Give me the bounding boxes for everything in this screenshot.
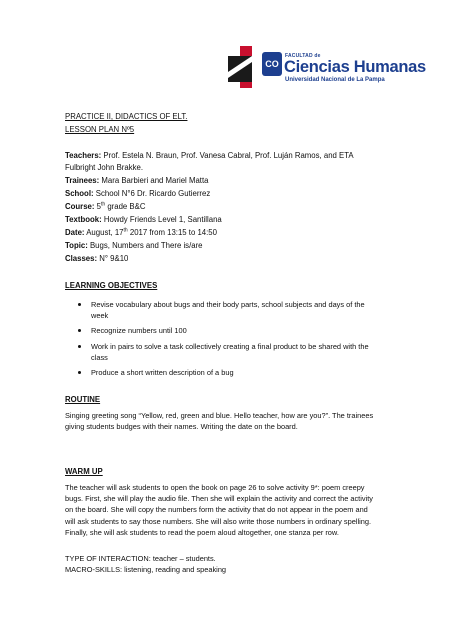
teachers-value: Prof. Estela N. Braun, Prof. Vanesa Cabral, Prof. Luján Ramos, and ETA xyxy=(101,151,354,160)
routine-paragraph xyxy=(65,410,400,432)
document-title: PRACTICE II, DIDACTICS OF ELT. xyxy=(65,112,188,121)
school-line xyxy=(65,188,210,199)
classes-line xyxy=(65,253,128,264)
warm-up-line: bugs. First, she will play the audio file. Then she will explain the activity and correct the activity xyxy=(65,494,373,504)
school-label: School: xyxy=(65,189,94,198)
topic-label: Topic: xyxy=(65,241,88,250)
objective-text: Revise vocabulary about bugs and their body parts, school subjects and days of the xyxy=(91,300,365,309)
interaction-block xyxy=(65,553,400,575)
school-value: School N°6 Dr. Ricardo Gutierrez xyxy=(93,189,211,198)
bullet-icon xyxy=(78,371,81,374)
interaction-type: TYPE OF INTERACTION: teacher – students. xyxy=(65,554,216,563)
course-value-post: grade B&C xyxy=(105,202,146,211)
teachers-label: Teachers: xyxy=(65,151,102,160)
course-label: Course: xyxy=(65,202,95,211)
course-value: 5 xyxy=(94,202,101,211)
warm-up-line: will ask students to say those numbers. She will also write those numbers in ordinary spelling. xyxy=(65,516,372,526)
warm-up-heading: WARM UP xyxy=(65,467,103,476)
teachers-line-2: Fulbright John Brakke. xyxy=(65,163,144,172)
warm-up-line: The teacher will ask students to open the book on page 26 to solve activity 9*: poem creepy xyxy=(65,483,365,492)
classes-label: Classes: xyxy=(65,254,98,263)
faculty-logo xyxy=(262,52,426,86)
routine-line: giving students budges with their names. Writing the date on the board. xyxy=(65,422,298,432)
warm-up-paragraph xyxy=(65,482,400,538)
warm-up-line: on the board. She will copy the numbers form the activity that do not appear in the poem and xyxy=(65,505,368,515)
topic-value: Bugs, Numbers and There is/are xyxy=(87,241,203,250)
objectives-list xyxy=(65,299,405,382)
course-line xyxy=(65,201,145,212)
trainees-line xyxy=(65,175,208,186)
trainees-label: Trainees: xyxy=(65,176,100,185)
list-item xyxy=(65,325,405,336)
bullet-icon xyxy=(78,329,81,332)
objective-text: Produce a short written description of a bug xyxy=(91,368,234,378)
list-item xyxy=(65,341,405,363)
objective-text: Recognize numbers until 100 xyxy=(91,326,187,336)
textbook-label: Textbook: xyxy=(65,215,102,224)
routine-line: Singing greeting song “Yellow, red, green and blue. Hello teacher, how are you?”. The trainees xyxy=(65,411,374,420)
faculty-name: Ciencias Humanas xyxy=(284,58,426,76)
faculty-small-label: FACULTAD de xyxy=(285,53,321,59)
warm-up-line: Finally, she will ask students to read the poem aloud altogether, one stanza per row. xyxy=(65,527,339,537)
date-line xyxy=(65,227,217,238)
objective-text: Work in pairs to solve a task collectively creating a final product to be shared with the xyxy=(91,341,369,351)
date-sup: th xyxy=(123,227,128,234)
objective-text-cont: week xyxy=(91,311,109,321)
learning-objectives-heading: LEARNING OBJECTIVES xyxy=(65,281,158,290)
date-label: Date: xyxy=(65,228,85,237)
trainees-value: Mara Barbieri and Mariel Matta xyxy=(99,176,209,185)
topic-line xyxy=(65,240,203,251)
bullet-icon xyxy=(78,303,81,306)
date-value: August, 17 xyxy=(84,228,124,237)
textbook-value: Howdy Friends Level 1, Santillana xyxy=(101,215,222,224)
university-logo-icon xyxy=(228,46,258,88)
faculty-badge-icon: CO xyxy=(262,52,282,76)
course-sup: th xyxy=(100,201,106,208)
teachers-line xyxy=(65,150,354,161)
objective-text-cont: class xyxy=(91,352,108,362)
textbook-line xyxy=(65,214,222,225)
lesson-plan-number: LESSON PLAN Nº5 xyxy=(65,125,135,134)
university-name: Universidad Nacional de La Pampa xyxy=(285,77,385,83)
bullet-icon xyxy=(78,345,81,348)
macro-skills: MACRO-SKILLS: listening, reading and speaking xyxy=(65,565,227,575)
classes-value: N° 9&10 xyxy=(97,254,129,263)
list-item xyxy=(65,299,405,321)
date-value-post: 2017 from 13:15 to 14:50 xyxy=(127,228,217,237)
routine-heading: ROUTINE xyxy=(65,395,101,404)
list-item xyxy=(65,367,405,378)
